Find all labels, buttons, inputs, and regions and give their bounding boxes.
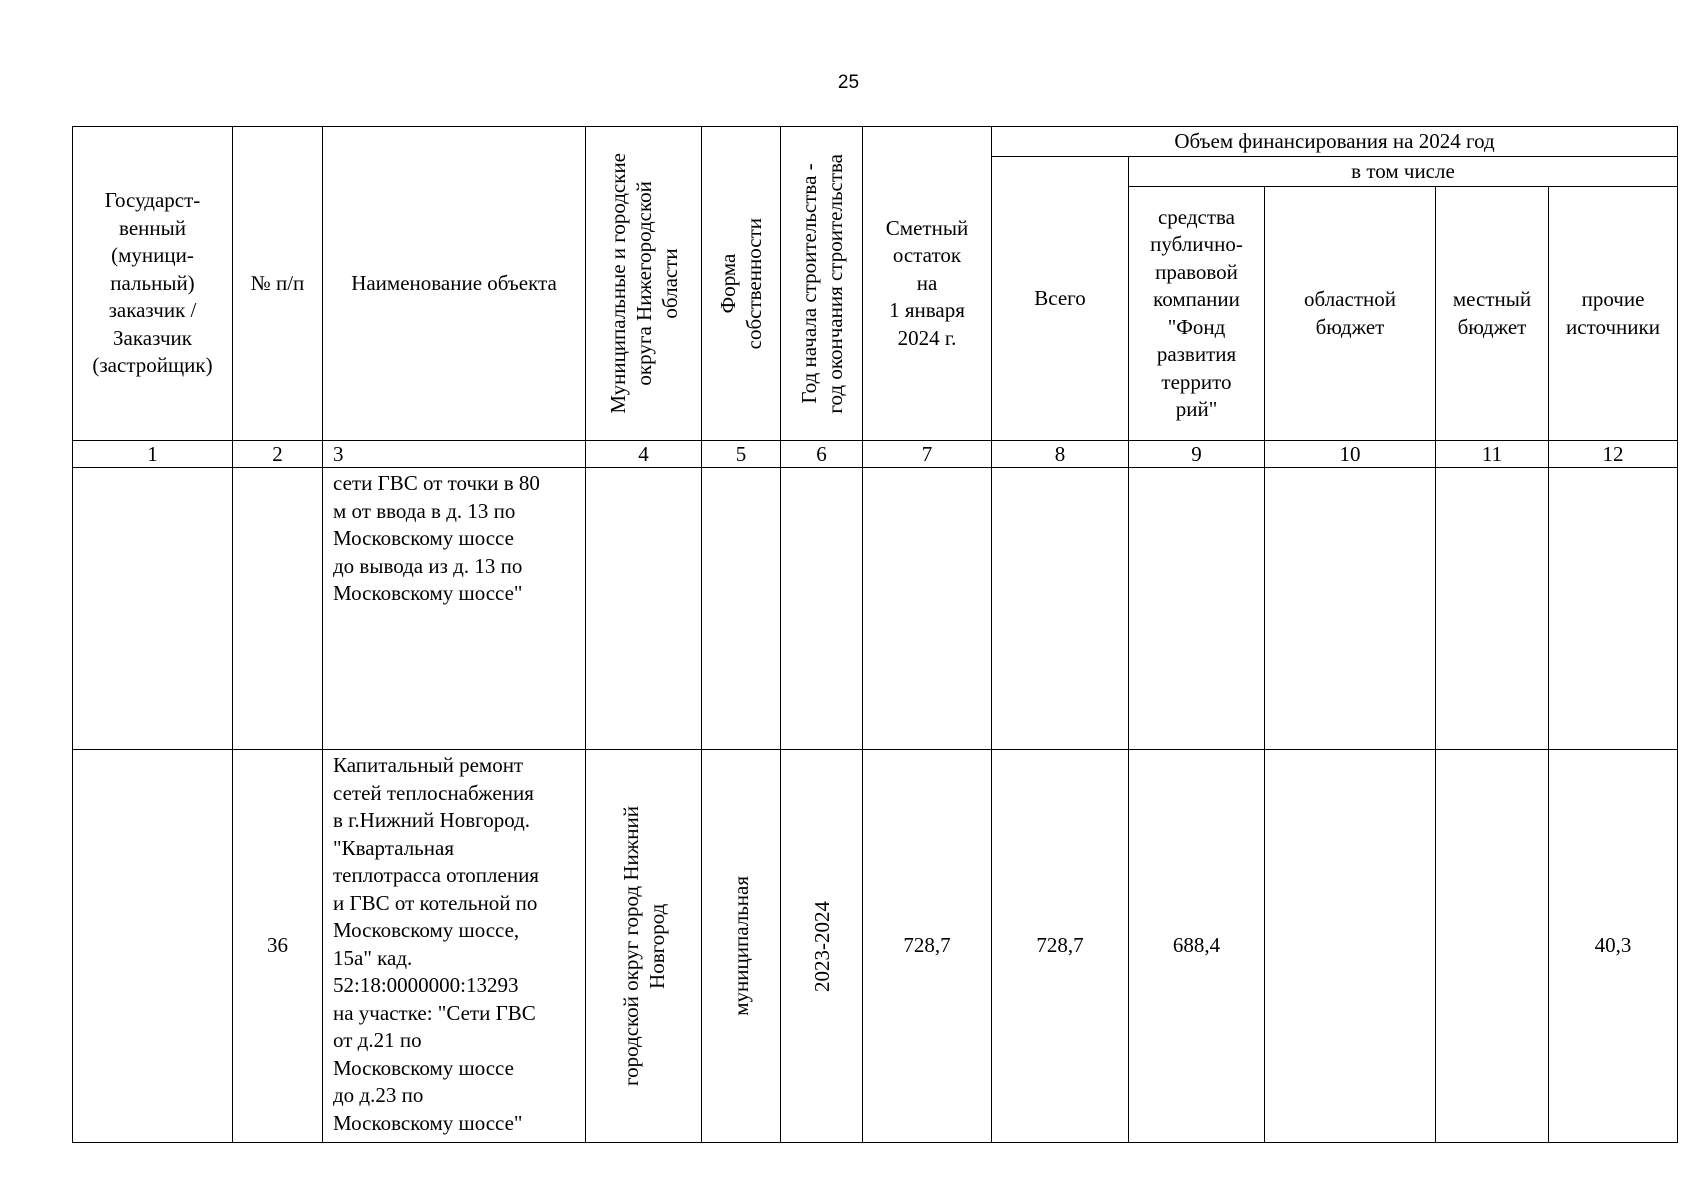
- table-row: [73, 750, 1678, 1143]
- column-number: 9: [1129, 441, 1265, 468]
- cell-number: 36: [233, 750, 323, 1143]
- page-number: 25: [837, 72, 860, 93]
- cell-local: [1436, 750, 1549, 1143]
- cell-balance: [863, 468, 992, 750]
- header-total: Всего: [992, 157, 1129, 441]
- cell-regional: [1265, 750, 1436, 1143]
- column-number: 1: [73, 441, 233, 468]
- cell-fund: 688,4: [1129, 750, 1265, 1143]
- cell-object-name: Капитальный ремонт сетей теплоснабжения в г.Нижний Новгород. "Квартальная теплотрасса отопления и ГВС от котельной по Московскому шоссе, 15а" кад. 52:18:0000000:13293 на участке: "Сети ГВС от д.21 по Московскому шоссе до д.23 по Московскому шоссе": [323, 750, 586, 1143]
- header-customer: Государст- венный (муници- пальный) заказчик / Заказчик (застройщик): [73, 127, 233, 441]
- cell-ownership: муниципальная: [702, 750, 781, 1143]
- cell-balance: 728,7: [863, 750, 992, 1143]
- header-estimated-balance: Сметный остаток на 1 января 2024 г.: [863, 127, 992, 441]
- column-number: 5: [702, 441, 781, 468]
- header-other-sources: прочие источники: [1549, 187, 1678, 441]
- cell-ownership: [702, 468, 781, 750]
- cell-total: [992, 468, 1129, 750]
- cell-years: 2023-2024: [781, 750, 863, 1143]
- header-object-name: Наименование объекта: [323, 127, 586, 441]
- cell-customer: [73, 468, 233, 750]
- header-including: в том числе: [1129, 157, 1678, 187]
- cell-other: [1549, 468, 1678, 750]
- cell-fund: [1129, 468, 1265, 750]
- header-ownership: Форма собственности: [702, 127, 781, 441]
- cell-customer: [73, 750, 233, 1143]
- column-number: 6: [781, 441, 863, 468]
- column-number: 2: [233, 441, 323, 468]
- cell-number: [233, 468, 323, 750]
- cell-total: 728,7: [992, 750, 1129, 1143]
- header-local-budget: местный бюджет: [1436, 187, 1549, 441]
- cell-local: [1436, 468, 1549, 750]
- header-funding-volume: Объем финансирования на 2024 год: [992, 127, 1678, 157]
- column-number: 11: [1436, 441, 1549, 468]
- financing-table: [72, 126, 1678, 1143]
- column-numbers-row: [73, 441, 1678, 468]
- cell-municipality: городской округ город Нижний Новгород: [586, 750, 702, 1143]
- header-regional-budget: областной бюджет: [1265, 187, 1436, 441]
- header-fund: средства публично- правовой компании "Фонд развития террито рий": [1129, 187, 1265, 441]
- cell-municipality: [586, 468, 702, 750]
- column-number: 10: [1265, 441, 1436, 468]
- column-number: 8: [992, 441, 1129, 468]
- column-number: 4: [586, 441, 702, 468]
- cell-other: 40,3: [1549, 750, 1678, 1143]
- header-municipalities: Муниципальные и городские округа Нижегородской области: [586, 127, 702, 441]
- cell-object-name: сети ГВС от точки в 80 м от ввода в д. 13 по Московскому шоссе до вывода из д. 13 по Московскому шоссе": [323, 468, 586, 750]
- table-row: [73, 468, 1678, 750]
- header-years: Год начала строительства - год окончания строительства: [781, 127, 863, 441]
- column-number: 12: [1549, 441, 1678, 468]
- header-row-number: № п/п: [233, 127, 323, 441]
- cell-regional: [1265, 468, 1436, 750]
- column-number: 7: [863, 441, 992, 468]
- column-number: 3: [323, 441, 586, 468]
- cell-years: [781, 468, 863, 750]
